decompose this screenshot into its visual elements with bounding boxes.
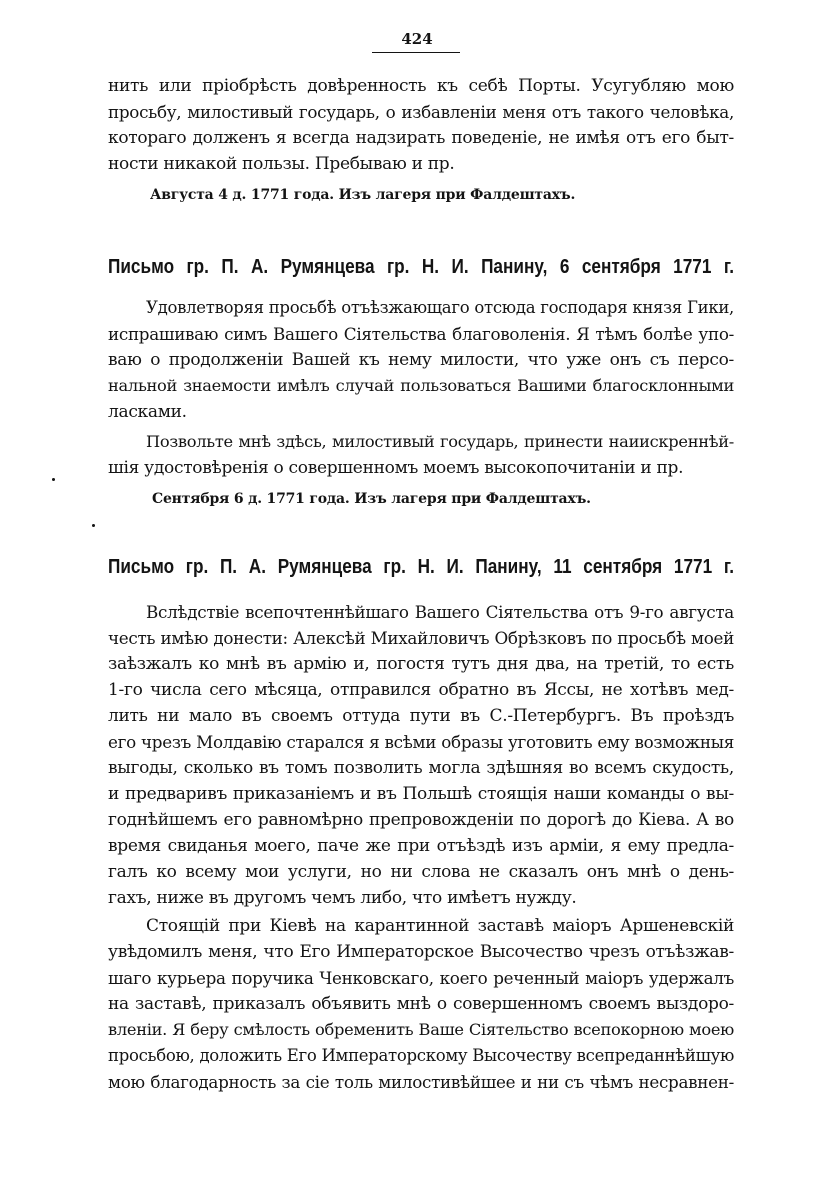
text-line: на заставѣ, приказалъ объявить мнѣ о совершенномъ своемъ выздоро- [108,994,734,1014]
letter-heading: Письмо гр. П. А. Румянцева гр. Н. И. Панину, 6 сентября 1771 г. [108,256,735,278]
letter-heading: Письмо гр. П. А. Румянцева гр. Н. И. Панину, 11 сентября 1771 г. [108,556,735,578]
text-line: просьбою, доложить Его Императорскому Высочеству всепреданнѣйшую [108,1046,735,1065]
text-line: ласками. [108,402,187,422]
text-line: его чрезъ Молдавію старался я всѣми образы уготовить ему возможныя [108,732,734,752]
text-line: честь имѣю донести: Алексѣй Михайловичъ Обрѣзковъ по просьбѣ моей [108,628,734,648]
page-number: 424 [401,30,433,48]
text-line: и предваривъ приказаніемъ и въ Польшѣ стоящія наши команды о вы- [108,784,734,804]
text-line: мою благодарность за сіе толь милостивѣйшее и ни съ чѣмъ несравнен- [108,1072,734,1092]
text-line: ности никакой пользы. Пребываю и пр. [108,154,455,174]
text-line: Удовлетворяя просьбѣ отъѣзжающаго отсюда господаря князя Гики, [146,298,734,317]
text-line: котораго долженъ я всегда надзирать поведеніе, не имѣя отъ его быт- [108,128,734,148]
text-line: просьбу, милостивый государь, о избавленіи меня отъ такого человѣка, [108,102,734,122]
text-line: вленіи. Я беру смѣлость обременить Ваше Сіятельство всепокорною моею [108,1020,734,1039]
margin-mark [92,524,95,527]
text-line: нальной знаемости имѣлъ случай пользоваться Вашими благосклонными [108,376,734,395]
text-line: Позвольте мнѣ здѣсь, милостивый государь, принести наиискреннѣй- [146,432,734,451]
text-line: годнѣйшемъ его равномѣрно препровожденіи по дорогѣ до Кіева. А во [108,810,734,830]
letter-source: Сентября 6 д. 1771 года. Изъ лагеря при Фалдештахъ. [152,491,591,507]
text-line: нить или пріобрѣсть довѣренность къ себѣ Порты. Усугубляю мою [108,76,734,96]
text-line: лить ни мало въ своемъ оттуда пути въ С.-Петербургъ. Въ проѣздъ [108,706,734,726]
margin-mark [52,478,55,481]
text-line: Вслѣдствіе всепочтеннѣйшаго Вашего Сіятельства отъ 9-го августа [146,602,734,622]
text-line: Стоящій при Кіевѣ на карантинной заставѣ маіоръ Аршеневскій [146,916,734,936]
text-line: выгоды, сколько въ томъ позволить могла здѣшняя во всемъ скудость, [108,758,734,778]
letter-source: Августа 4 д. 1771 года. Изъ лагеря при Фалдештахъ. [150,187,576,203]
text-line: испрашиваю симъ Вашего Сіятельства благоволенія. Я тѣмъ болѣе упо- [108,324,734,344]
text-line: 1-го числа сего мѣсяца, отправился обратно въ Яссы, не хотѣвъ мед- [108,680,734,700]
text-line: увѣдомилъ меня, что Его Императорское Высочество чрезъ отъѣзжав- [108,942,734,962]
text-line: галъ ко всему мои услуги, но ни слова не сказалъ онъ мнѣ о день- [108,862,734,882]
text-line: гахъ, ниже въ другомъ чемъ либо, что имѣетъ нужду. [108,888,577,908]
text-line: время свиданья моего, паче же при отъѣздѣ изъ арміи, я ему предла- [108,836,734,856]
text-line: шія удостовѣренія о совершенномъ моемъ высокопочитаніи и пр. [108,458,684,478]
text-line: ваю о продолженіи Вашей къ нему милости, что уже онъ съ персо- [108,350,734,370]
text-line: шаго курьера поручика Ченковскаго, коего реченный маіоръ удержалъ [108,968,734,988]
text-line: заѣзжалъ ко мнѣ въ армію и, погостя тутъ дня два, на третій, то есть [108,654,734,674]
page-number-rule [372,52,460,53]
